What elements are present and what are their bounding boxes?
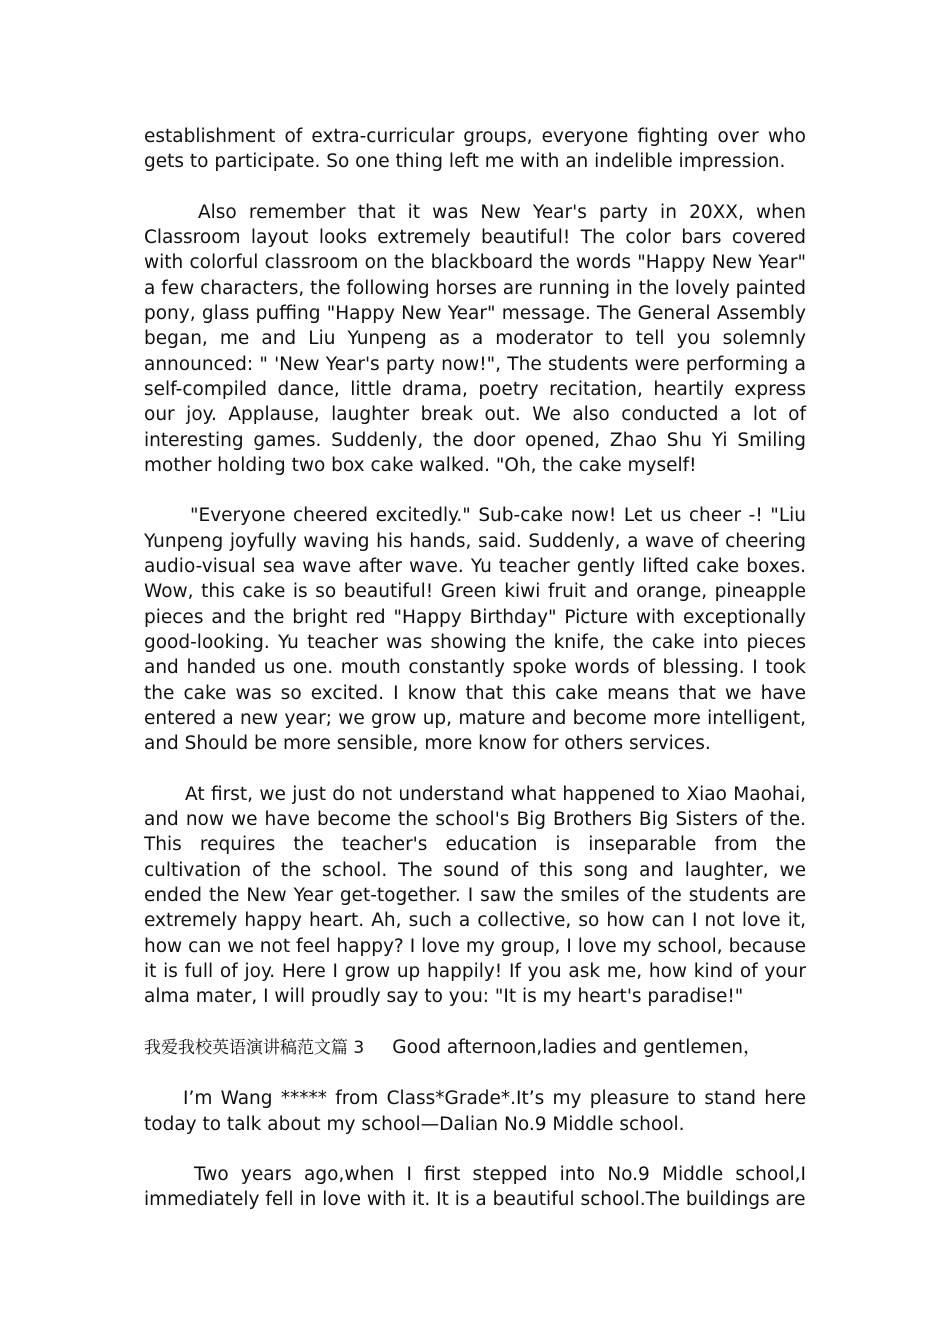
paragraph-6: Two years ago,when I first stepped into No.9 Middle school,I immediately fell in love with it. It is a beautiful school.The buildings are bbox=[144, 1164, 806, 1211]
paragraph-4: At first, we just do not understand what happened to Xiao Maohai, and now we have become the school's Big Brothers Big Sisters of the. This requires the teacher's education is inseparable from the cultivation of the school. The sound of this song and laughter, we ended the New Year get-together. I saw the smiles of the students are extremely happy heart. Ah, such a collective, so how can I not love it, how can we not feel happy? I love my group, I love my school, because it is full of joy. Here I grow up happily! If you ask me, how kind of your alma mater, I will proudly say to you: "It is my heart's paradise!" bbox=[144, 783, 806, 1008]
paragraph-1: establishment of extra-curricular groups, everyone fighting over who gets to participate. So one thing left me with an indelible impression. bbox=[144, 126, 806, 173]
paragraph-2: Also remember that it was New Year's party in 20XX, when Classroom layout looks extremely beautiful! The color bars covered with colorful classroom on the blackboard the words "Happy New Year" a few characters, the following horses are running in the lovely painted pony, glass puffing "Happy New Year" message. The General Assembly began, me and Liu Yunpeng as a moderator to tell you solemnly announced: " 'New Year's party now!", The students were performing a self-compiled dance, little drama, poetry recitation, heartily express our joy. Applause, laughter break out. We also conducted a lot of interesting games. Suddenly, the door opened, Zhao Shu Yi Smiling mother holding two box cake walked. "Oh, the cake myself! bbox=[144, 201, 806, 476]
section-heading bbox=[144, 1035, 806, 1061]
document-page bbox=[144, 124, 806, 1238]
section-title: 我爱我校英语演讲稿范文篇 3 bbox=[144, 1037, 365, 1058]
greeting-text: Good afternoon,ladies and gentlemen， bbox=[392, 1036, 762, 1058]
paragraph-5: I’m Wang ***** from Class*Grade*.It’s my pleasure to stand here today to talk about my school—Dalian No.9 Middle school. bbox=[144, 1088, 806, 1135]
paragraph-3: "Everyone cheered excitedly." Sub-cake now! Let us cheer -! "Liu Yunpeng joyfully waving his hands, said. Suddenly, a wave of cheering audio-visual sea wave after wave. Yu teacher gently lifted cake boxes. Wow, this cake is so beautiful! Green kiwi fruit and orange, pineapple pieces and the bright red "Happy Birthday" Picture with exceptionally good-looking. Yu teacher was showing the knife, the cake into pieces and handed us one. mouth constantly spoke words of blessing. I took the cake was so excited. I know that this cake means that we have entered a new year; we grow up, mature and become more intelligent, and Should be more sensible, more know for others services. bbox=[144, 505, 806, 755]
